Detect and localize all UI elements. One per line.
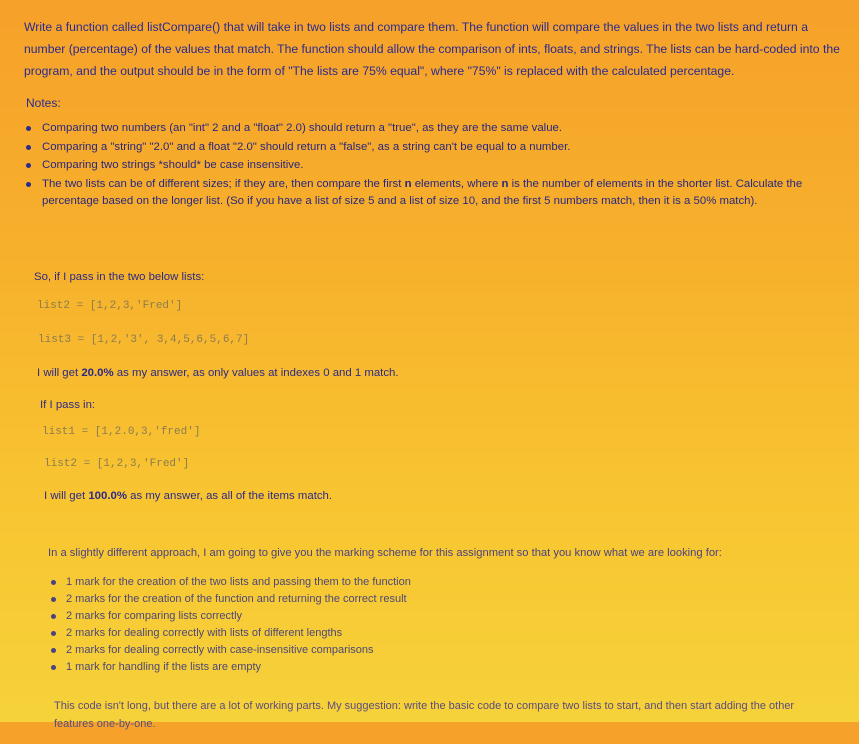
example1-code-b: list3 = [1,2,'3', 3,4,5,6,5,6,7]: [38, 334, 250, 346]
scheme-item: 1 mark for handling if the lists are empty: [66, 659, 808, 676]
note-text: The two lists can be of different sizes; if they are, then compare the first: [42, 177, 405, 190]
example1-result-value: 20.0%: [81, 367, 114, 379]
example1-result: I will get 20.0% as my answer, as only values at indexes 0 and 1 match.: [37, 367, 399, 379]
scheme-intro: In a slightly different approach, I am going to give you the marking scheme for this assignment so that you know what we are looking for:: [48, 547, 722, 559]
example1-lead: So, if I pass in the two below lists:: [34, 271, 205, 283]
example1-code-a: list2 = [1,2,3,'Fred']: [37, 300, 183, 312]
example2-code-a: list1 = [1,2.0,3,'fred']: [42, 426, 201, 438]
example2-result: I will get 100.0% as my answer, as all of the items match.: [44, 490, 333, 502]
note-item: Comparing two strings *should* be case insensitive.: [42, 157, 841, 175]
scheme-item: 2 marks for the creation of the function and returning the correct result: [66, 591, 808, 608]
scheme-item: 1 mark for the creation of the two lists and passing them to the function: [66, 574, 808, 591]
example2-result-value: 100.0%: [88, 490, 127, 502]
note-text: elements, where: [411, 177, 502, 190]
marking-scheme-list: [48, 574, 808, 676]
note-n-variable: n: [501, 177, 509, 190]
assignment-intro: Write a function called listCompare() that will take in two lists and compare them. The function will compare the values in the two lists and return a number (percentage) of the values that match. The function should allow the comparison of ints, floats, and strings. The lists can be hard-coded into the program, and the output should be in the form of "The lists are 75% equal", where "75%" is replaced with the calculated percentage.: [24, 20, 840, 78]
scheme-item: 2 marks for dealing correctly with lists of different lengths: [66, 625, 808, 642]
note-item: Comparing a "string" "2.0" and a float "2.0" should return a "false", as a string can't be equal to a number.: [42, 139, 841, 157]
note-item: [42, 176, 841, 211]
scheme-item: 2 marks for dealing correctly with case-insensitive comparisons: [66, 642, 808, 659]
notes-list: [24, 120, 841, 211]
note-text: is the number of elements in the shorter list. Calculate the percentage based on the longer list. (So if you have a list of size 5 and a list of size 10, and the first 5 numbers match, then it is a 50% match).: [42, 177, 803, 207]
scheme-item: 2 marks for comparing lists correctly: [66, 608, 808, 625]
notes-label: Notes:: [26, 96, 61, 110]
example2-code-b: list2 = [1,2,3,'Fred']: [44, 458, 190, 470]
note-item: Comparing two numbers (an "int" 2 and a "float" 2.0) should return a "true", as they are the same value.: [42, 120, 841, 138]
closing-suggestion: This code isn't long, but there are a lot of working parts. My suggestion: write the basic code to compare two lists to start, and then start adding the other features one-by-one.: [54, 700, 795, 730]
note-n-variable: n: [404, 177, 412, 190]
example2-lead: If I pass in:: [40, 399, 96, 411]
